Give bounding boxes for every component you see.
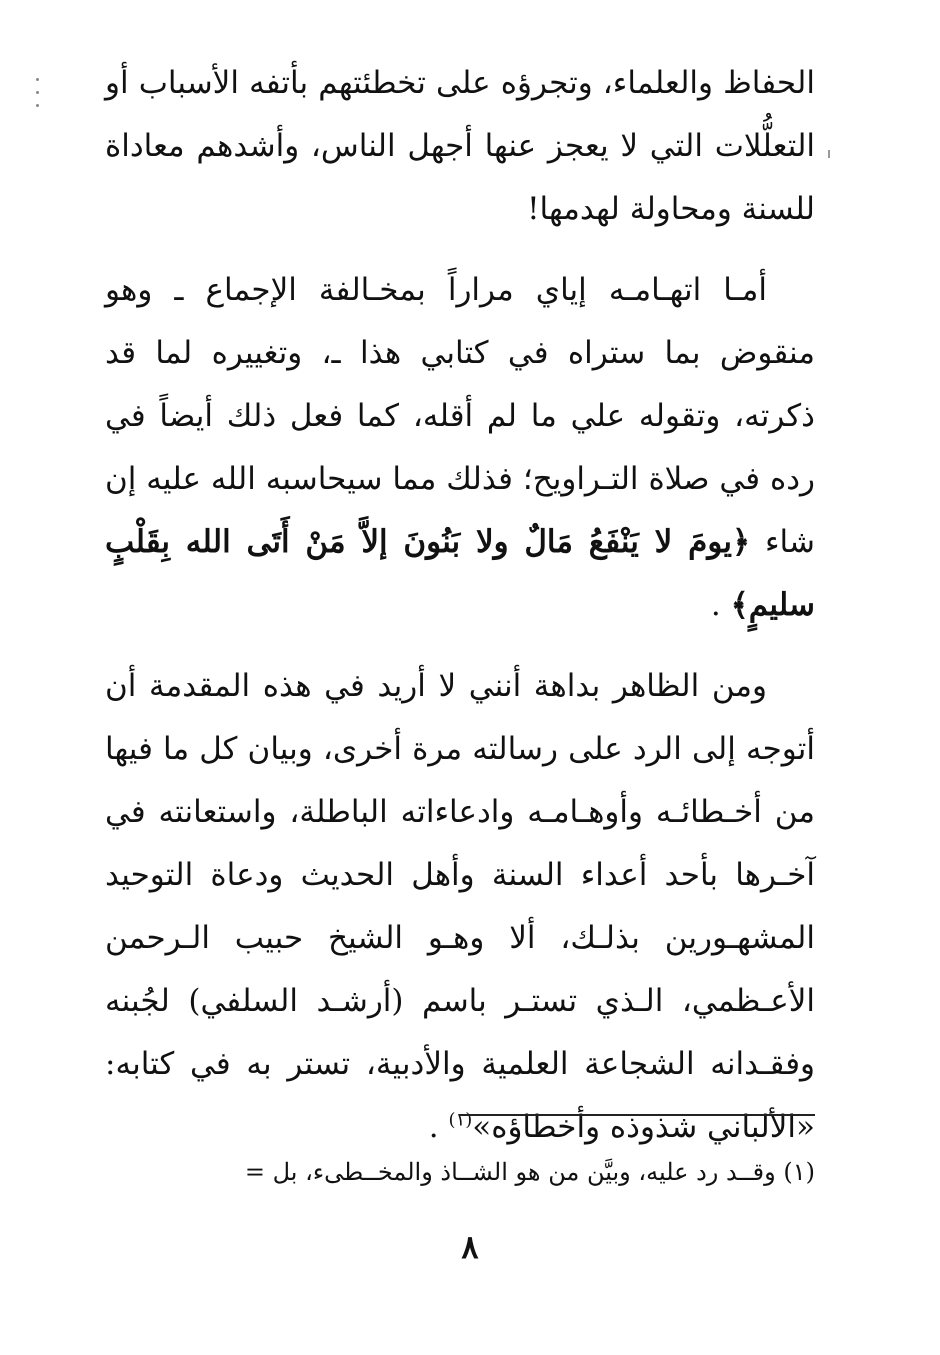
- footnote-divider: [459, 1114, 815, 1116]
- margin-marks: [36, 78, 40, 118]
- margin-tick: [828, 150, 830, 158]
- margin-dot: [36, 91, 39, 94]
- footnote-reference: (١): [448, 1109, 473, 1131]
- page-body: [105, 52, 815, 1186]
- margin-dot: [36, 78, 39, 81]
- paragraph-3: [105, 655, 815, 1159]
- paragraph-3-text: ومن الظاهر بداهة أنني لا أريد في هذه المقدمة أن أتوجه إلى الرد على رسالته مرة أخرى، وبيان كل ما فيها من أخـطائـه وأوهـامـه وادعاءاته الباطلة، واستعانته في آخـرها بأحد أعداء السنة وأهل الحديث ودعاة التوحيد المشهـورين بذلـك، ألا وهـو الشيخ حبيب الـرحمن الأعـظمي، الـذي تستـر باسم (أرشـد السلفي) لجُبنه وفقـدانه الشجاعة العلمية والأدبية، تستر به في كتابه: «الألباني شذوذه وأخطاؤه»: [105, 668, 815, 1145]
- page-number: ٨: [461, 1228, 479, 1266]
- paragraph-2: [105, 259, 815, 637]
- paragraph-2-text: أمـا اتهـامـه إياي مراراً بمخـالفة الإجماع ـ وهو منقوض بما ستراه في كتابي هذا ـ، وتغييره لما قد ذكرته، وتقوله علي ما لم أقله، كما فعل ذلك أيضاً في رده في صلاة التـراويح؛ فذلك مما سيحاسبه الله عليه إن شاء: [105, 272, 815, 560]
- paragraph-2-end: .: [710, 587, 731, 623]
- margin-dot: [36, 104, 39, 107]
- paragraph-3-end: .: [428, 1109, 449, 1145]
- paragraph-1: الحفاظ والعلماء، وتجرؤه على تخطئتهم بأتفه الأسباب أو التعلُّلات التي لا يعجز عنها أجهل الناس، وأشدهم معاداة للسنة ومحاولة لهدمها!: [105, 65, 815, 227]
- quran-verse: ﴿يومَ لا يَنْفَعُ مَالٌ ولا بَنُونَ إلاَّ مَنْ أَتَى الله بِقَلْبٍ سليمٍ﴾: [105, 524, 815, 623]
- footnote: (١) وقــد رد عليه، وبيَّن من هو الشــاذ والمخــطىء، بل =: [244, 1158, 815, 1186]
